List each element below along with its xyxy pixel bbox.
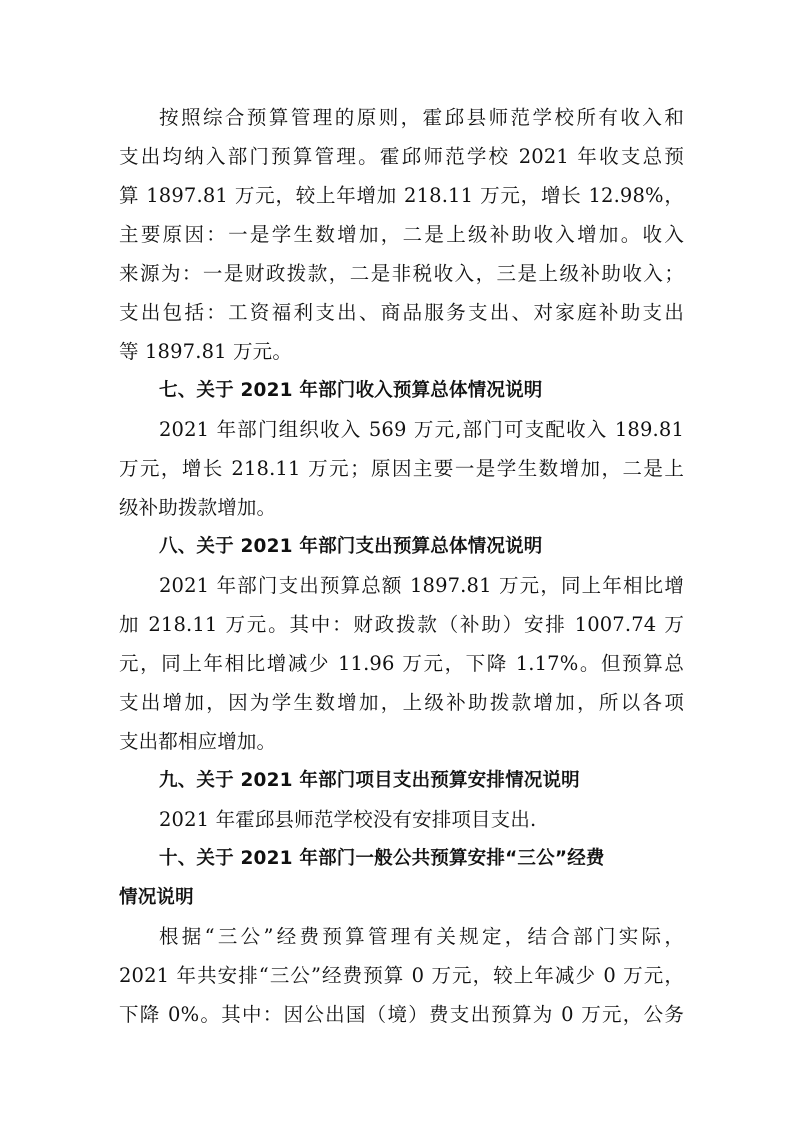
- paragraph-line: 2021 年部门组织收入 569 万元,部门可支配收入 189.81: [159, 418, 684, 441]
- section-heading: 九、关于 2021 年部门项目支出预算安排情况说明: [159, 770, 580, 791]
- paragraph-line: 万元，增长 218.11 万元；原因主要一是学生数增加，二是上: [119, 457, 684, 480]
- paragraph-line: 主要原因：一是学生数增加，二是上级补助收入增加。收入: [119, 223, 684, 246]
- paragraph-line: 根据“三公”经费预算管理有关规定，结合部门实际，: [159, 925, 684, 948]
- section-heading: 十、关于 2021 年部门一般公共预算安排“三公”经费: [159, 848, 605, 869]
- paragraph-line: 支出均纳入部门预算管理。霍邱师范学校 2021 年收支总预: [119, 145, 684, 168]
- paragraph-line: 按照综合预算管理的原则，霍邱县师范学校所有收入和: [159, 106, 684, 129]
- paragraph-line: 来源为：一是财政拨款，二是非税收入，三是上级补助收入；: [119, 262, 684, 285]
- paragraph-line: 元，同上年相比增减少 11.96 万元，下降 1.17%。但预算总: [119, 652, 684, 675]
- paragraph-line: 等 1897.81 万元。: [119, 340, 292, 363]
- section-heading: 七、关于 2021 年部门收入预算总体情况说明: [159, 380, 543, 401]
- paragraph-line: 2021 年部门支出预算总额 1897.81 万元，同上年相比增: [159, 574, 684, 597]
- paragraph-line: 下降 0%。其中：因公出国（境）费支出预算为 0 万元，公务: [119, 1003, 684, 1026]
- section-heading: 八、关于 2021 年部门支出预算总体情况说明: [159, 536, 543, 557]
- paragraph-line: 加 218.11 万元。其中：财政拨款（补助）安排 1007.74 万: [119, 613, 684, 636]
- paragraph-line: 算 1897.81 万元，较上年增加 218.11 万元，增长 12.98%，: [119, 184, 684, 207]
- paragraph-line: 2021 年霍邱县师范学校没有安排项目支出.: [159, 808, 537, 831]
- paragraph-line: 支出都相应增加。: [119, 730, 277, 753]
- section-heading: 情况说明: [119, 887, 194, 908]
- paragraph-line: 支出增加，因为学生数增加，上级补助拨款增加，所以各项: [119, 691, 684, 714]
- paragraph-line: 级补助拨款增加。: [119, 496, 277, 519]
- paragraph-line: 支出包括：工资福利支出、商品服务支出、对家庭补助支出: [119, 301, 684, 324]
- paragraph-line: 2021 年共安排“三公”经费预算 0 万元，较上年减少 0 万元，: [119, 964, 684, 987]
